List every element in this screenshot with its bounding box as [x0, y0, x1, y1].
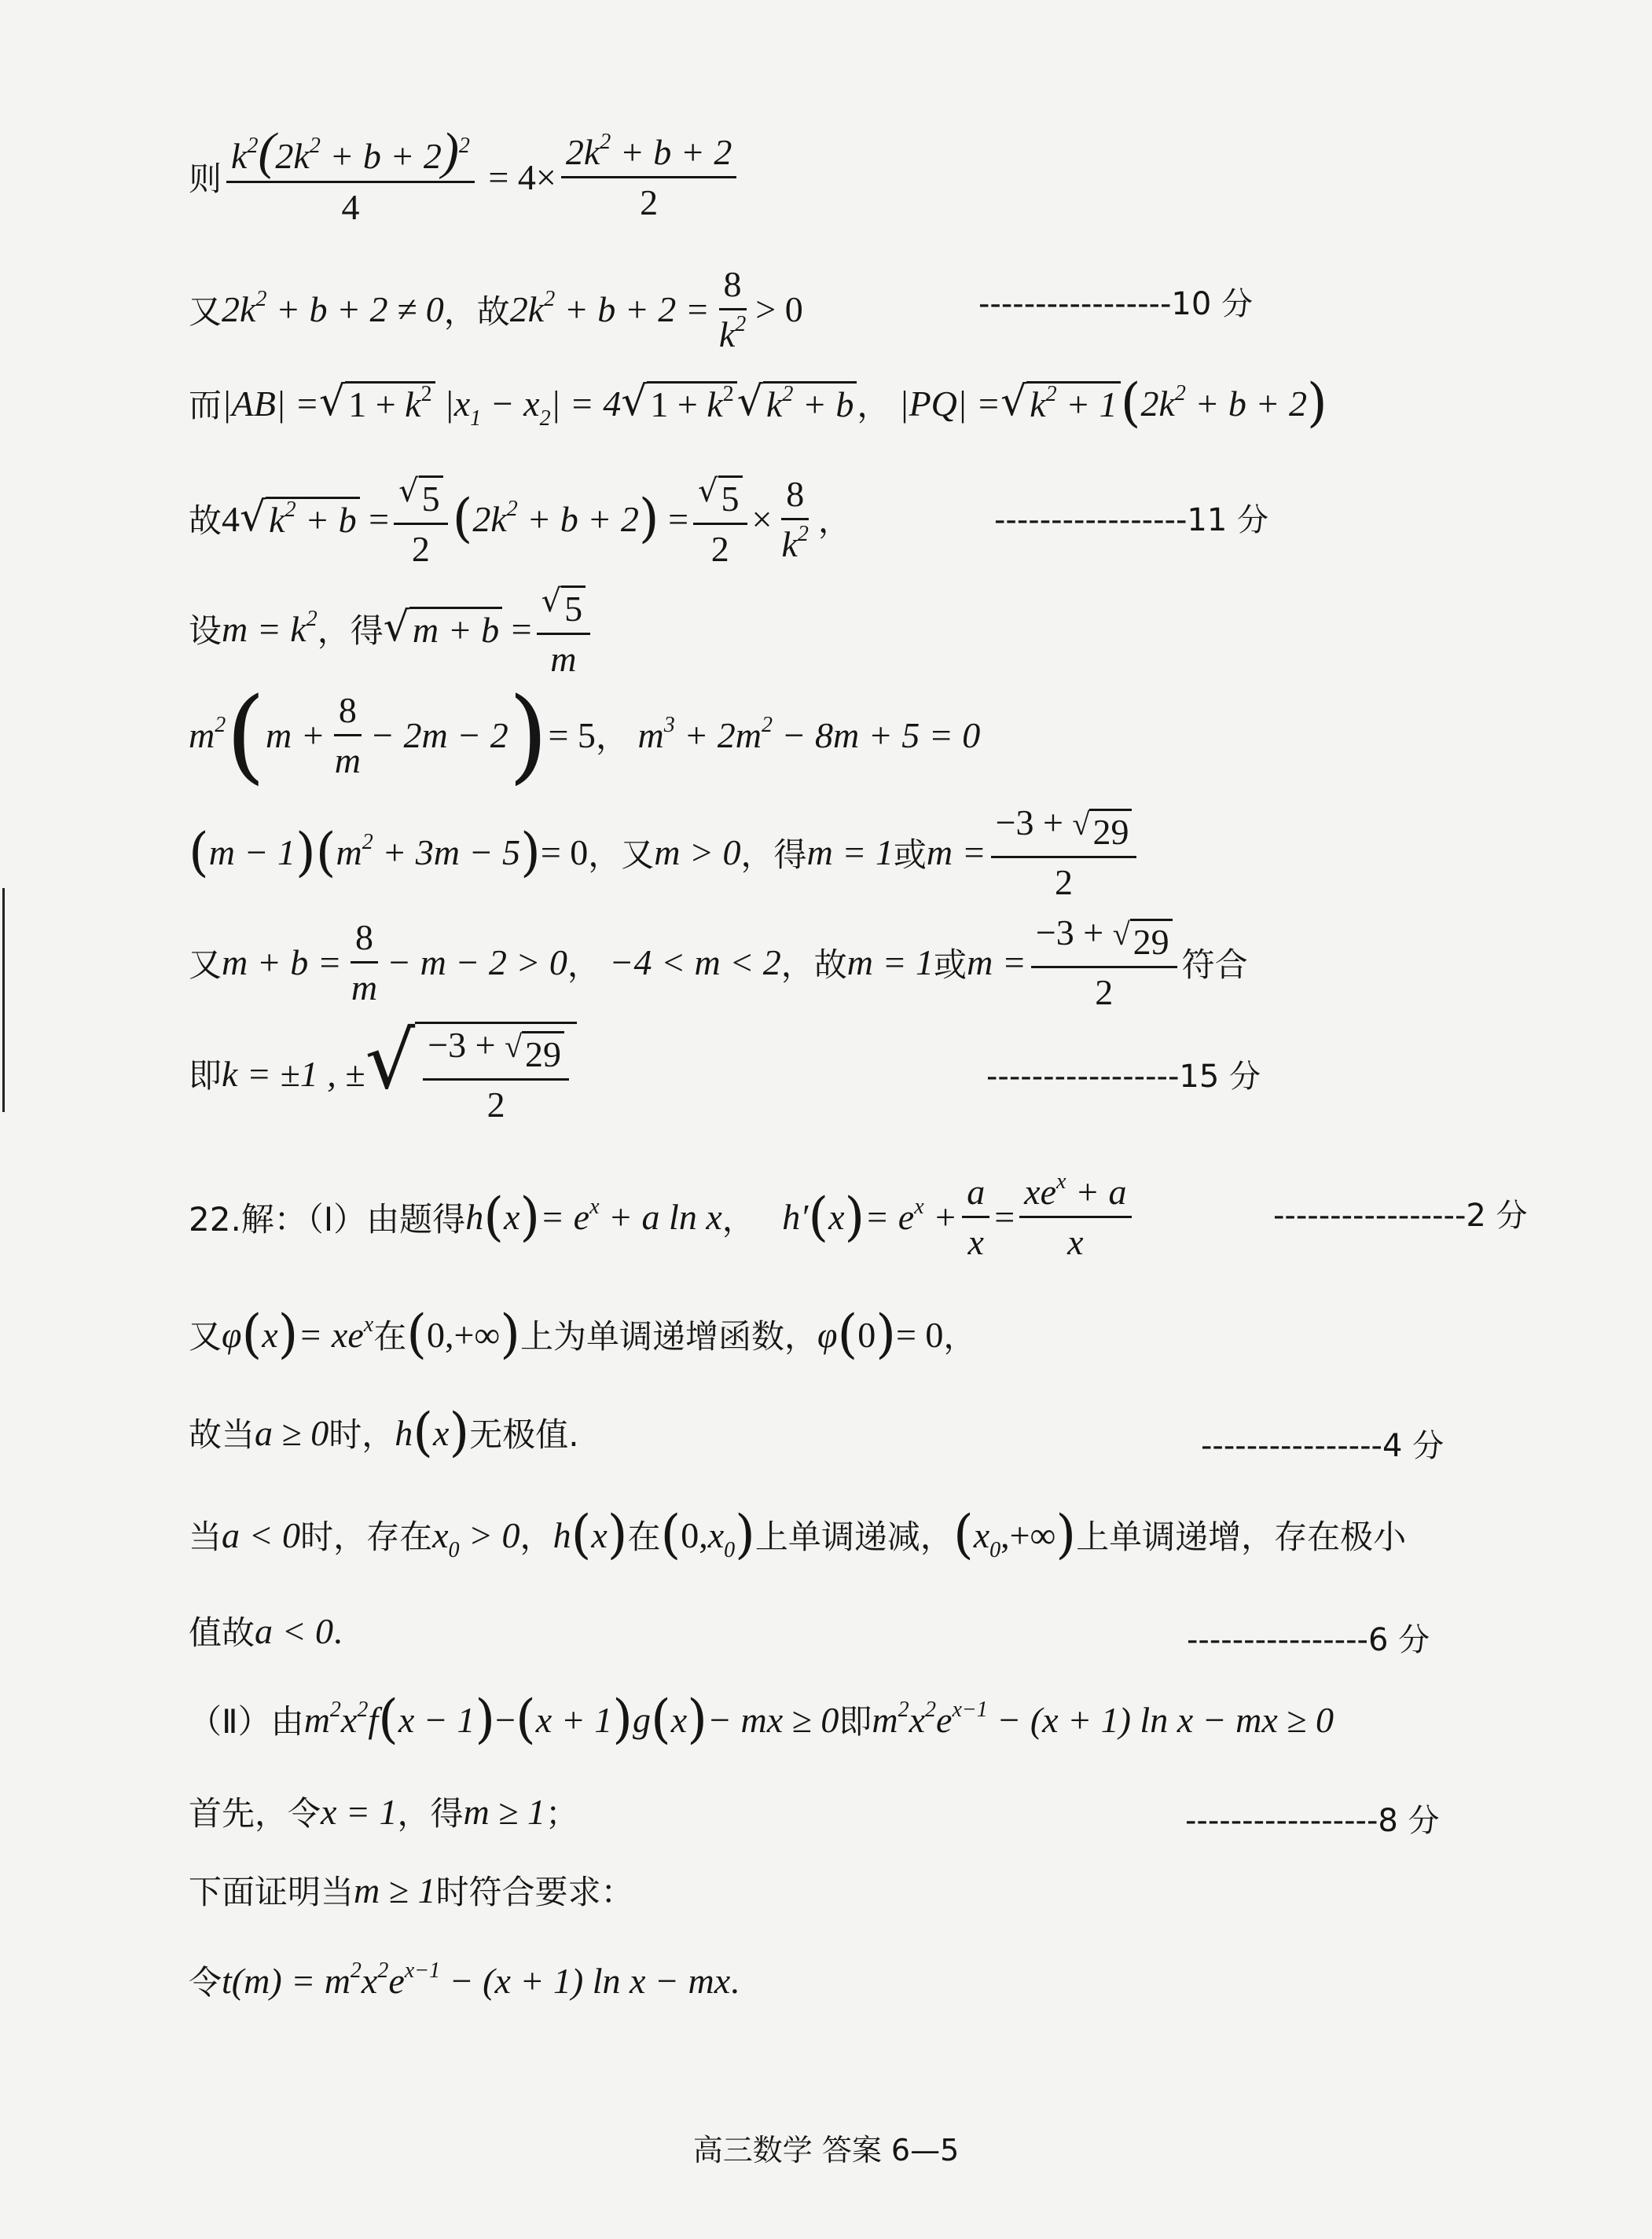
line-2: 又 $2k^2 + b + 2 \ne 0$ ，故 $2k^2 + b + 2$ = $\frac{8}{k^2}$ > 0	[189, 264, 803, 354]
line-5: 设 $m = k^2$ ，得 √ m + b = √ 5 m	[189, 578, 595, 680]
fraction-lhs: $\frac{k^2(2k^2 + b + 2)^2}{4}$	[226, 126, 475, 228]
line-10: 22.解：（Ⅰ）由题得 h ( x ) = $e^x + a$ ln x ， h′ ( x ) = $e^x$ + $\frac{a}{x}$ = $\frac{xe^x + a}{x}$	[189, 1171, 1136, 1263]
line-17: 下面证明当 m ≥ 1 时符合要求：	[189, 1870, 634, 1911]
line-14: 值故 a < 0 .	[189, 1610, 343, 1652]
line-3: 而 |AB| = √ $1 + k^2$ $|x_1 - x_2| = 4$ √ $1 + k^2$ √ $k^2 + b$ ， |PQ| = √ $k^2 + 1$ ( $2k^2 + b + 2$ )	[189, 373, 1327, 433]
line-8: 又 m + b = $\frac{8}{m}$ − m − 2 > 0 ， −4 < m < 2 ，故 m = 1 或 m = −3 + √ 29 2 符合	[189, 912, 1248, 1012]
line-7: ( m − 1 ) ( $m^2 + 3m - 5$ ) = 0 ，又 m > 0 ，得 m = 1 或 m = −3 + √ 29 2	[189, 802, 1141, 903]
line-6: $m^2$ ( m + $\frac{8}{m}$ − 2m − 2 ) = 5 ， $m^3 + 2m^2 - 8m + 5 = 0$	[189, 675, 981, 795]
score-10: -----------------10 分	[978, 286, 1253, 322]
score-2: -----------------2 分	[1273, 1198, 1528, 1234]
score-11: -----------------11 分	[994, 502, 1268, 538]
line-11: 又 φ ( x ) = $xe^x$ 在 ( 0,+∞ ) 上为单调递增函数， φ ( 0 ) = 0 ，	[189, 1304, 977, 1364]
line-1: 则 $\frac{k^2(2k^2 + b + 2)^2}{4}$ = 4× $\frac{2k^2 + b + 2}{2}$	[189, 126, 741, 228]
line-13: 当 a < 0 时，存在 $x_0 > 0$ ， h ( x ) 在 ( 0, $x_0$ ) 上单调递减， ( $x_0$ ,+∞ ) 上单调递增，存在极小	[189, 1504, 1407, 1565]
line-12: 故当 a ≥ 0 时， h ( x ) 无极值.	[189, 1402, 579, 1463]
fraction-rhs: $\frac{2k^2 + b + 2}{2}$	[561, 131, 737, 223]
line-18: 令 $t(m) = m^2x^2e^{x-1} - (x + 1)$ ln x − mx .	[189, 1958, 740, 2002]
line-4: 故 4 √ $k^2 + b$ = √ 5 2 ( $2k^2 + b + 2$ ) = √ 5 2 × $\frac{8}{k^2}$ ，	[189, 468, 851, 570]
page-footer: 高三数学 答案 6—5	[692, 2133, 960, 2167]
score-8: -----------------8 分	[1185, 1803, 1440, 1839]
margin-mark	[2, 888, 5, 1112]
score-6: ----------------6 分	[1187, 1622, 1430, 1658]
line-15: （Ⅱ）由 $m^2x^2f$ ( x − 1 ) − ( x + 1 ) g ( x ) − mx ≥ 0 即 $m^2x^2e^{x-1} - (x + 1)$ ln x − mx ≥ 0	[189, 1689, 1334, 1749]
score-15: -----------------15 分	[986, 1059, 1261, 1095]
line-16: 首先，令 x = 1 ，得 m ≥ 1 ；	[189, 1791, 578, 1833]
score-4: ----------------4 分	[1201, 1428, 1445, 1464]
line-9: 即 k = ±1 , ± √ −3 + √ 29 2	[189, 1022, 577, 1125]
